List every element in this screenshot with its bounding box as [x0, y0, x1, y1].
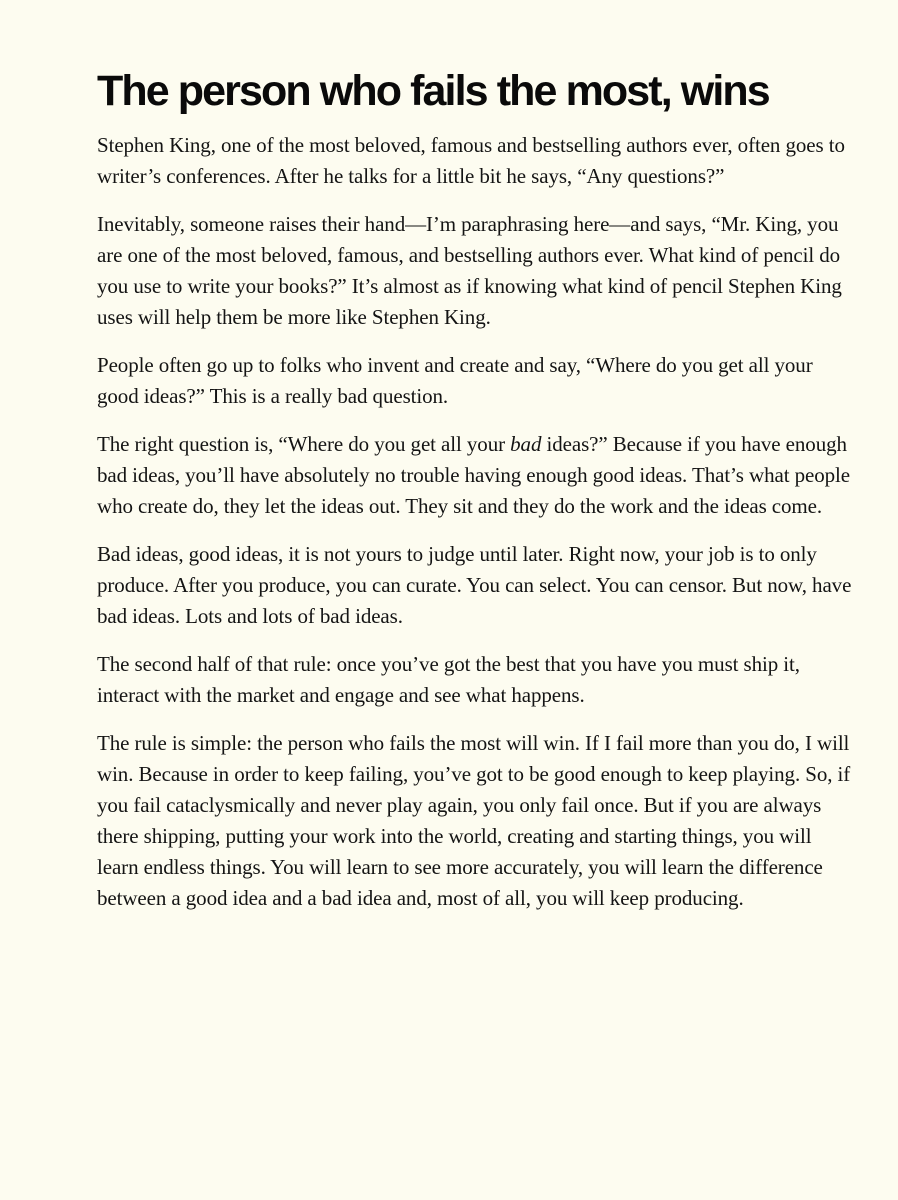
- paragraph-bad-ideas-question: [97, 429, 857, 522]
- paragraph-second-half-rule: The second half of that rule: once you’ve got the best that you have you must ship it, interact with the market and engage and see what happens.: [97, 652, 800, 707]
- paragraph-pencil-question: Inevitably, someone raises their hand—I’m paraphrasing here—and says, “Mr. King, you are one of the most beloved, famous, and bestselling authors ever. What kind of pencil do you use to write your books?” It’s almost as if knowing what kind of pencil Stephen King uses will help them be more like Stephen King.: [97, 212, 842, 329]
- paragraph-stephen-king: Stephen King, one of the most beloved, famous and bestselling authors ever, often goes to writer’s conferences. After he talks for a little bit he says, “Any questions?”: [97, 133, 845, 188]
- paragraph-good-ideas-question: People often go up to folks who invent and create and say, “Where do you get all your good ideas?” This is a really bad question.: [97, 353, 813, 408]
- paragraph-text-end: ideas?” Because if you have enough bad ideas, you’ll have absolutely no trouble having enough good ideas. That’s what people who create do, they let the ideas out. They sit and they do the work and the ideas come.: [97, 432, 850, 518]
- article: [97, 62, 857, 931]
- paragraph-judge-later: Bad ideas, good ideas, it is not yours to judge until later. Right now, your job is to only produce. After you produce, you can curate. You can select. You can censor. But now, have bad ideas. Lots and lots of bad ideas.: [97, 542, 852, 628]
- paragraph-rule-is-simple: The rule is simple: the person who fails the most will win. If I fail more than you do, I will win. Because in order to keep failing, you’ve got to be good enough to keep playing. So, if you fail cataclysmically and never play again, you only fail once. But if you are always there shipping, putting your work into the world, creating and starting things, you will learn endless things. You will learn to see more accurately, you will learn the difference between a good idea and a bad idea and, most of all, you will keep producing.: [97, 731, 851, 910]
- emphasized-word: bad: [510, 432, 542, 456]
- paragraph-text-start: The right question is, “Where do you get all your: [97, 432, 511, 456]
- article-title: The person who fails the most, wins: [97, 67, 769, 115]
